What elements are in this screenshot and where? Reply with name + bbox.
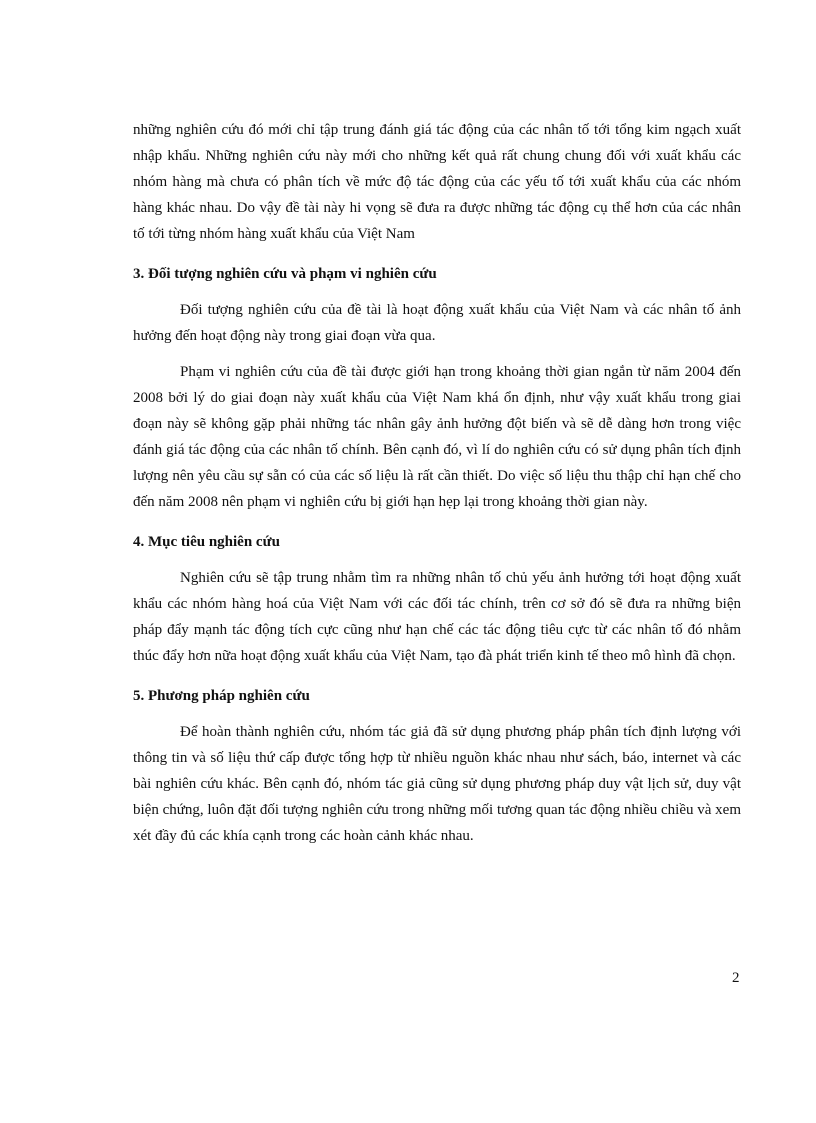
section-5-heading: 5. Phương pháp nghiên cứu bbox=[133, 688, 310, 704]
section-3-paragraph-2: Phạm vi nghiên cứu của đề tài được giới hạn trong khoảng thời gian ngắn từ năm 2004 đến 2008 bởi lý do giai đoạn này xuất khẩu của Việt Nam khá ổn định, như vậy xuất khẩu trong giai đoạn này sẽ không gặp phải những tác nhân gây ảnh hưởng đột biến và sẽ dễ dàng hơn trong việc đánh giá tác động của các nhân tố chính. Bên cạnh đó, vì lí do nghiên cứu có sử dụng phân tích định lượng nên yêu cầu sự sẵn có của các số liệu là rất cần thiết. Do việc số liệu thu thập chỉ hạn chế cho đến năm 2008 nên phạm vi nghiên cứu bị giới hạn hẹp lại trong khoảng thời gian này. bbox=[133, 364, 741, 510]
section-3-paragraph-1: Đối tượng nghiên cứu của đề tài là hoạt động xuất khẩu của Việt Nam và các nhân tố ảnh hưởng đến hoạt động này trong giai đoạn vừa qua. bbox=[133, 302, 741, 344]
section-4-paragraph-1: Nghiên cứu sẽ tập trung nhằm tìm ra những nhân tố chủ yếu ảnh hưởng tới hoạt động xuất khẩu các nhóm hàng hoá của Việt Nam với các đối tác chính, trên cơ sở đó sẽ đưa ra những biện pháp đẩy mạnh tác động tích cực cũng như hạn chế các tác động tiêu cực từ các nhân tố đó nhằm thúc đẩy hơn nữa hoạt động xuất khẩu của Việt Nam, tạo đà phát triển kinh tế theo mô hình đã chọn. bbox=[133, 570, 741, 664]
intro-paragraph: những nghiên cứu đó mới chỉ tập trung đánh giá tác động của các nhân tố tới tổng kim ngạch xuất nhập khẩu. Những nghiên cứu này mới cho những kết quả rất chung chung đối với xuất khẩu các nhóm hàng mà chưa có phân tích về mức độ tác động của các yếu tố tới xuất khẩu của các nhóm hàng khác nhau. Do vậy đề tài này hi vọng sẽ đưa ra được những tác động cụ thể hơn của các nhân tố tới từng nhóm hàng xuất khẩu của Việt Nam bbox=[133, 122, 741, 242]
section-3-heading: 3. Đối tượng nghiên cứu và phạm vi nghiên cứu bbox=[133, 266, 437, 282]
document-page bbox=[133, 117, 741, 849]
paragraph-gap bbox=[133, 349, 741, 359]
section-5-paragraph-1: Để hoàn thành nghiên cứu, nhóm tác giả đã sử dụng phương pháp phân tích định lượng với thông tin và số liệu thứ cấp được tổng hợp từ nhiều nguồn khác nhau như sách, báo, internet và các bài nghiên cứu khác. Bên cạnh đó, nhóm tác giả cũng sử dụng phương pháp duy vật lịch sử, duy vật biện chứng, luôn đặt đối tượng nghiên cứu trong những mối tương quan tác động nhiều chiều và xem xét đầy đủ các khía cạnh trong các hoàn cảnh khác nhau. bbox=[133, 724, 741, 844]
page-number: 2 bbox=[732, 970, 740, 986]
section-4-heading: 4. Mục tiêu nghiên cứu bbox=[133, 534, 280, 550]
